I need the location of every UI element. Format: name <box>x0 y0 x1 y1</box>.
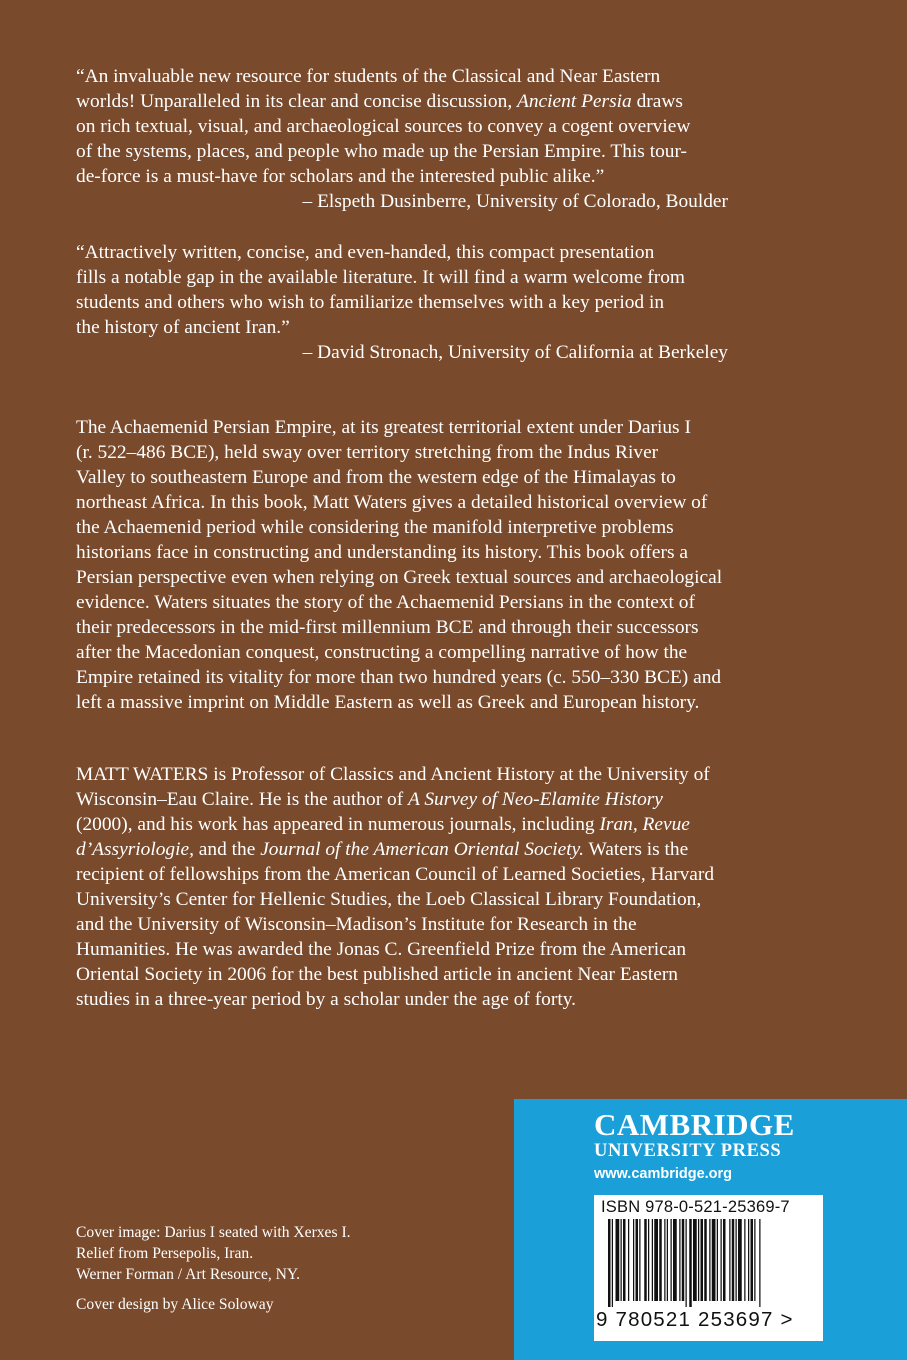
quote-line: “An invaluable new resource for students of the Classical and Near Eastern <box>76 66 661 87</box>
barcode-bar <box>654 1219 658 1301</box>
barcode-bar <box>612 1219 613 1307</box>
barcode-bar <box>736 1219 737 1301</box>
barcode-bar <box>754 1219 755 1301</box>
bio-line: and the University of Wisconsin–Madison’s Institute for Research in the <box>76 914 637 935</box>
bio-line: University’s Center for Hellenic Studies, the Loeb Classical Library Foundation, <box>76 889 702 910</box>
quote-line: fills a notable gap in the available literature. It will find a warm welcome from <box>76 267 685 288</box>
work-title-italic: A Survey of Neo-Elamite History <box>408 789 663 810</box>
barcode-bar <box>682 1219 685 1301</box>
publisher-name: CAMBRIDGE <box>594 1107 795 1142</box>
barcode-bar <box>704 1219 707 1301</box>
barcode-bar <box>659 1219 662 1301</box>
description-line: their predecessors in the mid-first millennium BCE and through their successors <box>76 617 699 638</box>
barcode-bar <box>723 1219 726 1301</box>
barcode-bar <box>608 1219 611 1307</box>
description-line: The Achaemenid Persian Empire, at its greatest territorial extent under Darius I <box>76 417 691 438</box>
isbn-text: ISBN 978-0-521-25369-7 <box>601 1198 790 1216</box>
barcode-bar <box>679 1219 680 1301</box>
bio-text: (2000), and his work has appeared in numerous journals, including <box>76 814 600 835</box>
barcode-label <box>594 1195 823 1341</box>
journal-title-italic: Iran, Revue <box>599 814 690 835</box>
description-line: evidence. Waters situates the story of the Achaemenid Persians in the context of <box>76 592 695 613</box>
barcode-bar <box>748 1219 749 1301</box>
design-credit: Cover design by Alice Soloway <box>76 1296 274 1313</box>
author-bio <box>76 762 846 1012</box>
bio-line <box>76 837 846 862</box>
barcode-digits: 9 780521 253697 > <box>596 1308 794 1331</box>
barcode-bar <box>686 1219 687 1307</box>
barcode-bar <box>689 1219 692 1307</box>
book-description <box>76 415 846 715</box>
barcode-bar <box>664 1219 665 1301</box>
cover-credits <box>76 1222 496 1315</box>
bio-line <box>76 812 846 837</box>
barcode-bar <box>693 1219 697 1301</box>
description-line: after the Macedonian conquest, constructing a compelling narrative of how the <box>76 642 688 663</box>
bio-line: Oriental Society in 2006 for the best published article in ancient Near Eastern <box>76 964 678 985</box>
barcode-bar <box>623 1219 626 1301</box>
quote-line: on rich textual, visual, and archaeological sources to convey a cogent overview <box>76 116 691 137</box>
barcode-bar <box>648 1219 649 1301</box>
barcode-bar <box>633 1219 634 1301</box>
quote-text: draws <box>631 91 683 112</box>
quote-line: of the systems, places, and people who made up the Persian Empire. This tour- <box>76 141 687 162</box>
barcode-bar <box>636 1219 639 1301</box>
quote-line <box>76 89 846 114</box>
barcode-bar <box>671 1219 672 1301</box>
description-line: Valley to southeastern Europe and from the western edge of the Himalayas to <box>76 467 676 488</box>
barcode-bar <box>732 1219 735 1301</box>
bio-text: Waters is the <box>584 839 689 860</box>
barcode-bar <box>712 1219 716 1301</box>
journal-title-italic: d’Assyriologie, <box>76 839 194 860</box>
publisher-press: UNIVERSITY PRESS <box>594 1141 782 1161</box>
description-line: Empire retained its vitality for more than two hundred years (c. 550–330 BCE) and <box>76 667 722 688</box>
credit-line: Relief from Persepolis, Iran. <box>76 1245 254 1262</box>
barcode-bar <box>616 1219 620 1301</box>
barcode-bar <box>717 1219 718 1301</box>
barcode-icon <box>600 1219 817 1307</box>
bio-text: Wisconsin–Eau Claire. He is the author of <box>76 789 409 810</box>
description-line: Persian perspective even when relying on Greek textual sources and archaeological <box>76 567 723 588</box>
quote-attribution: – Elspeth Dusinberre, University of Colorado, Boulder <box>302 191 728 212</box>
barcode-bar <box>639 1219 640 1301</box>
barcode-bar <box>759 1219 760 1307</box>
barcode-bar <box>751 1219 754 1301</box>
bio-text: and the <box>193 839 261 860</box>
barcode-bar <box>628 1219 629 1301</box>
barcode-bar <box>667 1219 668 1301</box>
quote-line: students and others who wish to familiarize themselves with a key period in <box>76 292 665 313</box>
barcode-bar <box>673 1219 677 1301</box>
bio-line: Humanities. He was awarded the Jonas C. Greenfield Prize from the American <box>76 939 687 960</box>
description-line: left a massive imprint on Middle Eastern as well as Greek and European history. <box>76 692 700 713</box>
barcode-bar <box>698 1219 699 1301</box>
quote-line: the history of ancient Iran.” <box>76 317 290 338</box>
barcode-bar <box>729 1219 730 1301</box>
publisher-url: www.cambridge.org <box>594 1166 733 1182</box>
review-quote-stronach <box>76 240 846 365</box>
barcode-bar <box>744 1219 745 1301</box>
credit-line: Werner Forman / Art Resource, NY. <box>76 1266 301 1283</box>
publisher-panel <box>514 1099 907 1360</box>
description-line: northeast Africa. In this book, Matt Waters gives a detailed historical overview of <box>76 492 708 513</box>
barcode-bar <box>709 1219 710 1301</box>
barcode-bar <box>652 1219 653 1301</box>
barcode-bar <box>701 1219 704 1301</box>
description-line: historians face in constructing and understanding its history. This book offers a <box>76 542 688 563</box>
description-line: (r. 522–486 BCE), held sway over territory stretching from the Indus River <box>76 442 659 463</box>
barcode-bar <box>644 1219 647 1301</box>
journal-title-italic: Journal of the American Oriental Society. <box>260 839 585 860</box>
book-title-italic: Ancient Persia <box>517 91 632 112</box>
credit-line: Cover image: Darius I seated with Xerxes I. <box>76 1224 351 1241</box>
bio-line: MATT WATERS is Professor of Classics and Ancient History at the University of <box>76 764 710 785</box>
bio-line: recipient of fellowships from the American Council of Learned Societies, Harvard <box>76 864 715 885</box>
bio-line <box>76 787 846 812</box>
bio-line: studies in a three-year period by a scholar under the age of forty. <box>76 989 577 1010</box>
quote-text: worlds! Unparalleled in its clear and concise discussion, <box>76 91 518 112</box>
quote-line: de-force is a must-have for scholars and the interested public alike.” <box>76 166 605 187</box>
description-line: the Achaemenid period while considering the manifold interpretive problems <box>76 517 674 538</box>
review-quote-dusinberre <box>76 64 846 214</box>
quote-line: “Attractively written, concise, and even-handed, this compact presentation <box>76 242 655 263</box>
quote-attribution: – David Stronach, University of California at Berkeley <box>302 342 728 363</box>
barcode-bar <box>721 1219 722 1301</box>
barcode-bar <box>738 1219 742 1301</box>
barcode-bar <box>621 1219 622 1301</box>
